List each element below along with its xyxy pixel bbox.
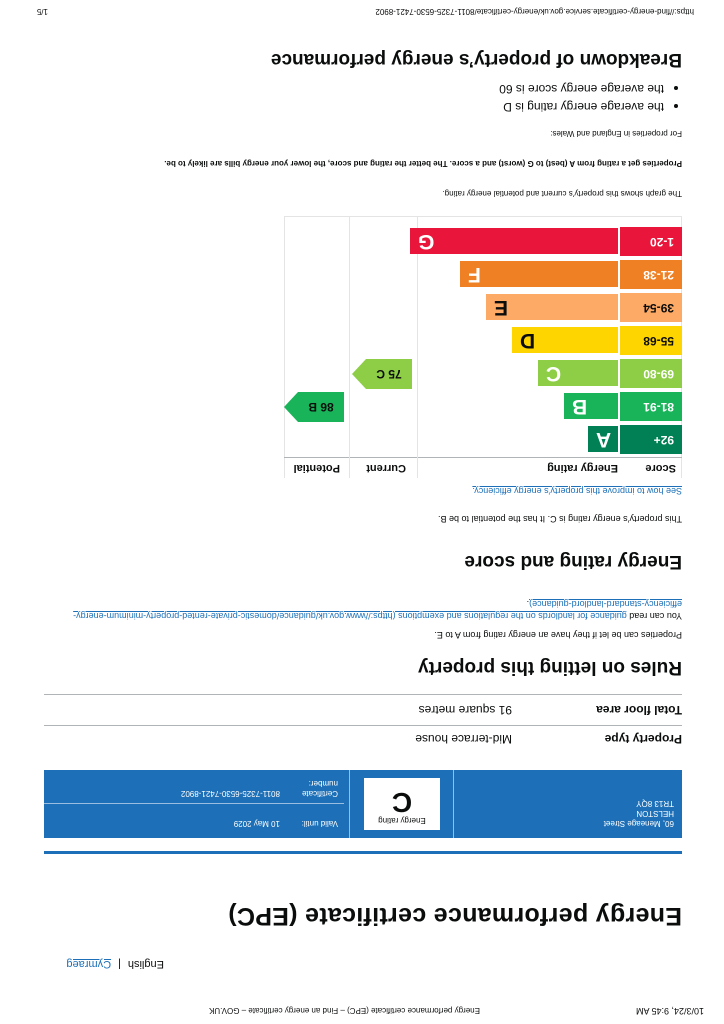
band-score-a: 92+ [620, 425, 682, 454]
band-letter-c: C [546, 362, 562, 385]
property-details [44, 694, 682, 752]
potential-rating-marker-label: 86 B [308, 400, 334, 414]
current-rating-marker-tip [352, 359, 366, 389]
current-rating-marker-label: 75 C [376, 367, 402, 381]
address-block [604, 798, 674, 828]
language-welsh-link[interactable]: Cymraeg [66, 958, 112, 970]
property-type-row [44, 726, 682, 753]
banner-top-rule [44, 851, 682, 854]
breakdown-heading: Breakdown of property’s energy performance [270, 49, 682, 70]
chart-header-rating: Energy rating [547, 462, 618, 474]
print-url: https://find-energy-certificate.service.gov.uk/energy-certificate/8011-7325-6530-7421-8902 [375, 7, 694, 16]
epc-chart [282, 216, 682, 478]
floor-area-row [44, 695, 682, 726]
address-line-1: 60, Meneage Street [603, 819, 674, 828]
band-letter-d: D [520, 329, 536, 352]
band-score-d: 55-68 [620, 326, 682, 355]
guidance-suffix: . [526, 599, 530, 609]
property-type-value: Mid-terrace house [44, 726, 512, 753]
potential-rating-marker-tip [284, 392, 298, 422]
energy-rating-box [364, 778, 440, 830]
chart-header-potential: Potential [293, 462, 340, 474]
energy-rating-letter: C [391, 787, 413, 818]
energy-text: This property’s energy rating is C. It has the potential to be B. [438, 514, 682, 524]
chart-markers [284, 218, 682, 456]
average-list [499, 78, 682, 114]
england-wales-text: For properties in England and Wales: [550, 129, 682, 138]
average-rating-item: • the average energy rating is D [499, 100, 664, 114]
energy-rating-label: Energy rating [378, 816, 426, 825]
band-score-g: 1-20 [620, 227, 682, 256]
potential-rating-marker [284, 392, 344, 422]
floor-area-value: 91 square metres [44, 695, 512, 726]
page-title: Energy performance certificate (EPC) [227, 902, 682, 930]
language-english: English [127, 958, 164, 970]
band-score-b: 81-91 [620, 392, 682, 421]
average-score-item: • the average energy score is 60 [499, 82, 664, 96]
print-page-count: 1/5 [36, 7, 48, 16]
print-tab-title: Energy performance certificate (EPC) – Find an energy certificate – GOV.UK [209, 1006, 480, 1015]
rating-explanation: Properties get a rating from A (best) to G (worst) and a score. The better the rating and score, the lower your energy bills are likely to be. [164, 159, 682, 168]
banner-divider-2 [349, 770, 350, 838]
banner-divider-3 [44, 803, 344, 804]
property-type-label: Property type [512, 726, 682, 753]
current-rating-marker [352, 359, 412, 389]
certificate-number-label: Certificate number: [301, 779, 338, 798]
band-score-f: 21-38 [620, 260, 682, 289]
band-letter-f: F [468, 263, 481, 286]
valid-until-value: 10 May 2029 [233, 819, 280, 828]
band-letter-e: E [494, 296, 509, 319]
chart-header-current: Current [366, 462, 406, 474]
guidance-link[interactable]: guidance for landlords on the regulations and exemptions (https://www.gov.uk/guidance/domestic-private-rented-property-minimum-energy-efficiency-standard-landlord-guidance) [73, 599, 682, 621]
certificate-number-value: 8011-7325-6530-7421-8902 [180, 789, 280, 798]
chart-header-rule [284, 457, 682, 458]
rules-text: Properties can be let if they have an energy rating from A to E. [434, 630, 682, 640]
improve-efficiency-link[interactable]: See how to improve this property’s energy efficiency. [472, 486, 682, 496]
address-line-2: HELSTON [636, 809, 674, 818]
certificate-banner [44, 770, 682, 838]
guidance-prefix: You can read [626, 611, 682, 621]
banner-divider-1 [453, 770, 454, 838]
valid-until-label: Valid until: [301, 819, 338, 828]
band-score-c: 69-80 [620, 359, 682, 388]
energy-heading: Energy rating and score [464, 551, 682, 572]
language-switch [66, 958, 164, 970]
language-separator: | [118, 958, 121, 970]
band-letter-g: G [418, 230, 435, 253]
rules-guidance [70, 598, 682, 622]
chart-header-score: Score [645, 462, 676, 474]
graph-description: The graph shows this property’s current and potential energy rating. [442, 189, 682, 198]
band-letter-a: A [596, 428, 612, 451]
print-timestamp: 10/3/24, 9:45 AM [635, 1006, 704, 1016]
band-score-e: 39-54 [620, 293, 682, 322]
rules-heading: Rules on letting this property [418, 657, 682, 678]
floor-area-label: Total floor area [512, 695, 682, 726]
band-letter-b: B [572, 395, 588, 418]
address-line-3: TR13 8QY [636, 799, 674, 808]
